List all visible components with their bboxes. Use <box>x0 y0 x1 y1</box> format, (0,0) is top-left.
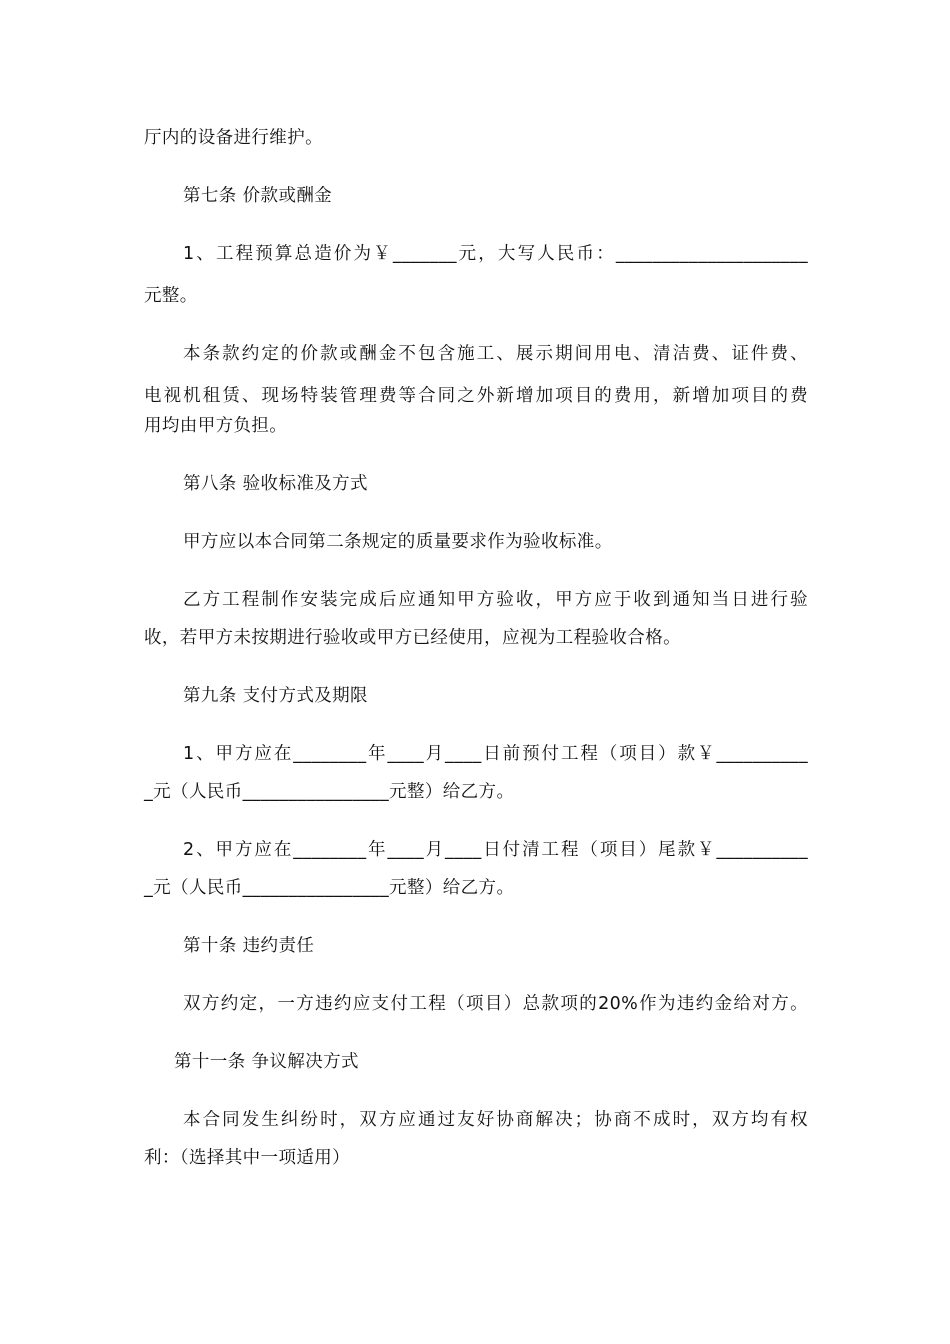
article-heading: 第九条 支付方式及期限 <box>183 686 368 706</box>
text-line: 2、甲方应在________年____月____日付清工程（项目）尾款￥__________ <box>183 840 808 860</box>
text-line: 电视机租赁、现场特装管理费等合同之外新增加项目的费用，新增加项目的费 <box>144 386 808 406</box>
text-line: 本条款约定的价款或酬金不包含施工、展示期间用电、清洁费、证件费、 <box>183 344 808 364</box>
article-heading: 第八条 验收标准及方式 <box>183 474 368 494</box>
text-line: 双方约定，一方违约应支付工程（项目）总款项的20%作为违约金给对方。 <box>183 994 808 1014</box>
text-line: 甲方应以本合同第二条规定的质量要求作为验收标准。 <box>183 532 613 552</box>
text-line: 1、工程预算总造价为￥_______元，大写人民币：_____________________ <box>183 244 808 264</box>
text-line: 本合同发生纠纷时，双方应通过友好协商解决；协商不成时，双方均有权 <box>183 1110 808 1130</box>
text-line: _元（人民币________________元整）给乙方。 <box>144 782 515 802</box>
text-line: 利：（选择其中一项适用） <box>144 1148 351 1168</box>
text-line: _元（人民币________________元整）给乙方。 <box>144 878 515 898</box>
article-heading: 第十条 违约责任 <box>183 936 315 956</box>
text-line: 厅内的设备进行维护。 <box>144 128 323 148</box>
text-line: 1、甲方应在________年____月____日前预付工程（项目）款￥__________ <box>183 744 808 764</box>
text-line: 用均由甲方负担。 <box>144 416 288 436</box>
text-line: 乙方工程制作安装完成后应通知甲方验收，甲方应于收到通知当日进行验 <box>183 590 808 610</box>
text-line: 元整。 <box>144 286 198 306</box>
article-heading: 第十一条 争议解决方式 <box>174 1052 359 1072</box>
article-heading: 第七条 价款或酬金 <box>183 186 333 206</box>
text-line: 收，若甲方未按期进行验收或甲方已经使用，应视为工程验收合格。 <box>144 628 681 648</box>
